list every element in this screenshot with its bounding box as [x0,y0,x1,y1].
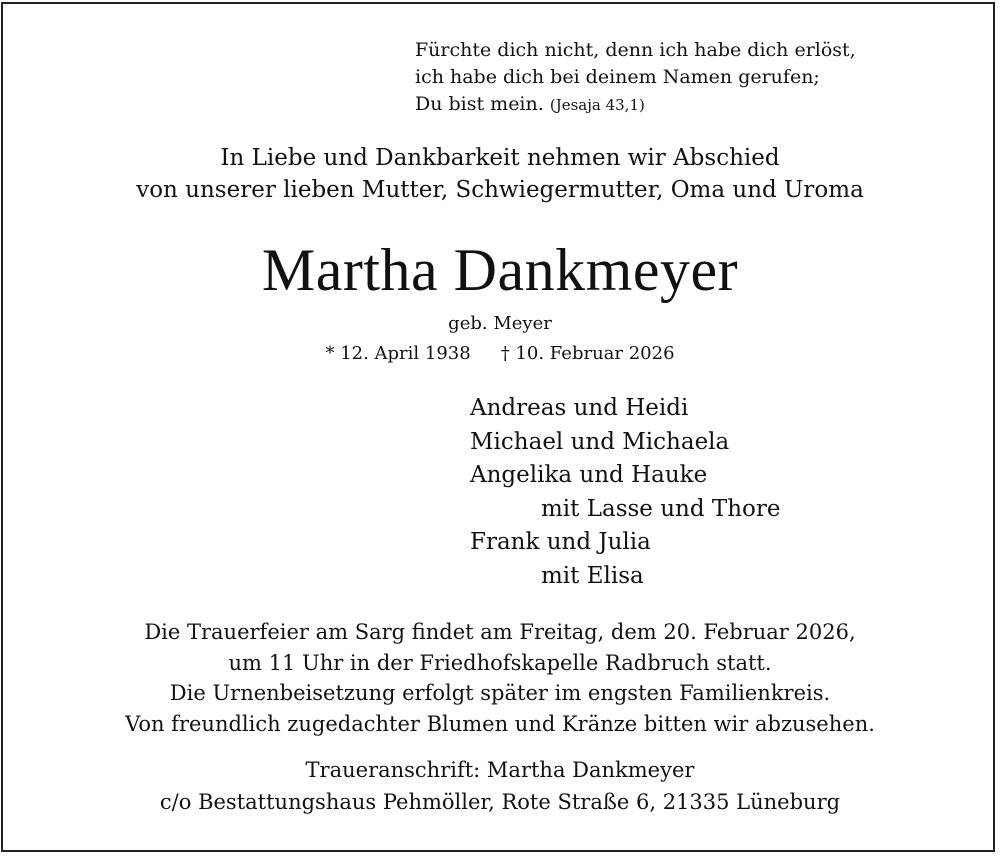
address-line-2: c/o Bestattungshaus Pehmöller, Rote Straße 6, 21335 Lüneburg [159,789,841,814]
verse-line-1: Fürchte dich nicht, denn ich habe dich erlöst, [415,39,856,61]
address-line-1: Traueranschrift: Martha Dankmeyer [305,758,695,782]
verse-line-2: ich habe dich bei deinem Namen gerufen; [415,66,820,88]
mourner-line: Michael und Michaela [470,428,730,455]
verse-line-3 [415,91,856,119]
mourner-line: mit Elisa [541,562,644,589]
mourner-line: mit Lasse und Thore [541,495,781,522]
bible-verse [415,37,856,119]
ceremony-line-3: Die Urnenbeisetzung erfolgt später im engsten Familienkreis. [169,681,831,705]
farewell-intro [0,142,1000,206]
verse-reference: (Jesaja 43,1) [549,96,645,114]
mourner-line: Angelika und Hauke [470,462,708,488]
birth-date: * 12. April 1938 [325,343,471,364]
mourners-list [470,392,781,593]
condolence-address [0,755,1000,818]
death-date: † 10. Februar 2026 [500,343,675,364]
deceased-name: Martha Dankmeyer [261,237,739,303]
mourner-line: Frank und Julia [470,529,651,555]
intro-line-1: In Liebe und Dankbarkeit nehmen wir Abschied [220,145,780,171]
ceremony-line-1: Die Trauerfeier am Sarg findet am Freitag, dem 20. Februar 2026, [144,620,856,644]
ceremony-line-2: um 11 Uhr in der Friedhofskapelle Radbruch statt. [228,650,772,675]
verse-line-3-text: Du bist mein. [415,93,544,115]
life-dates [0,341,1000,367]
ceremony-info [0,617,1000,739]
intro-line-2: von unserer lieben Mutter, Schwiegermutter, Oma und Uroma [136,177,864,203]
mourner-line: Andreas und Heidi [470,395,689,421]
ceremony-line-4: Von freundlich zugedachter Blumen und Kränze bitten wir abzusehen. [125,711,875,736]
birth-name: geb. Meyer [448,313,552,334]
